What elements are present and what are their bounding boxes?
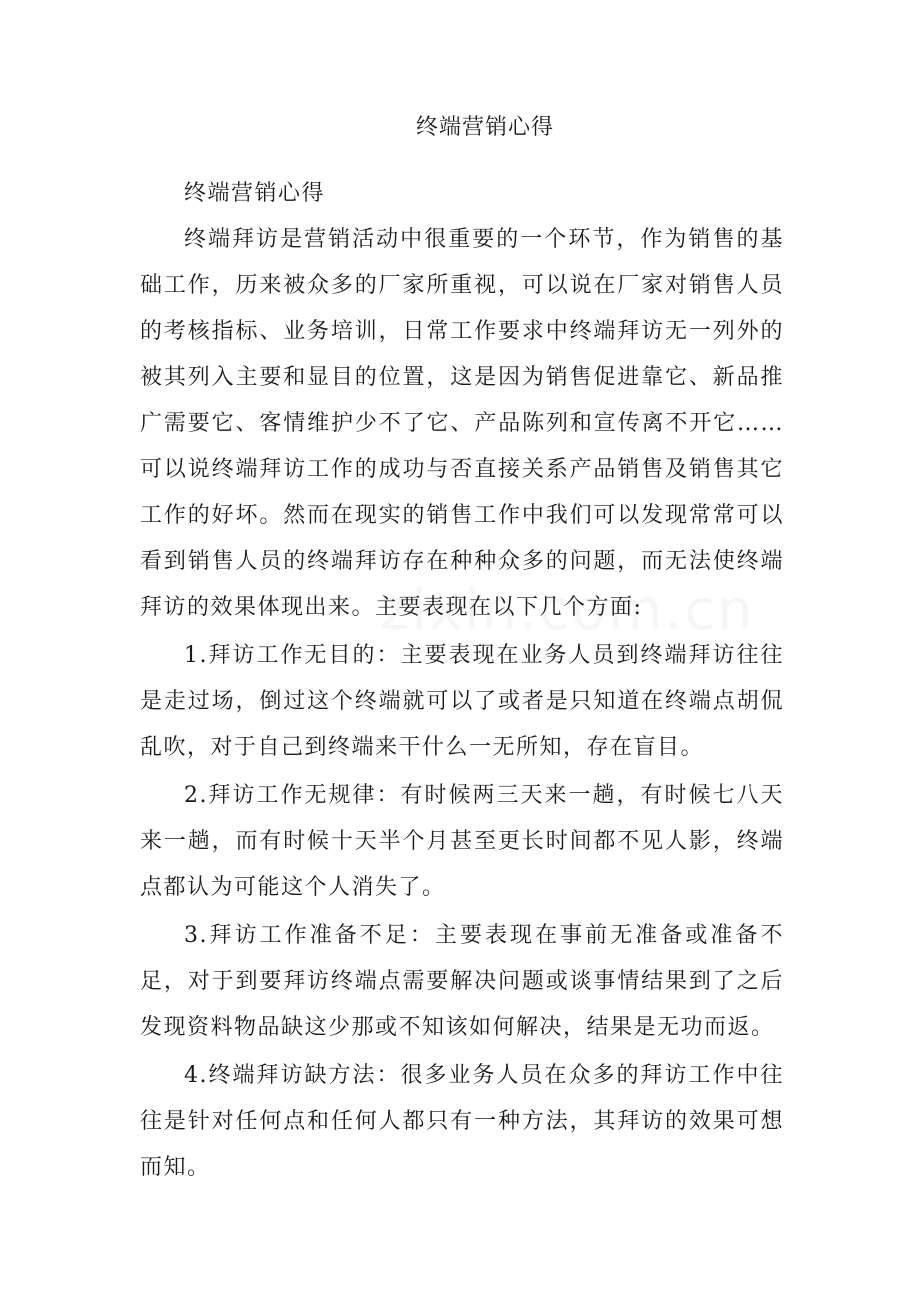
list-item: 4.终端拜访缺方法：很多业务人员在众多的拜访工作中往往是针对任何点和任何人都只有一种方法，其拜访的效果可想而知。 bbox=[140, 1063, 784, 1180]
list-item: 1.拜访工作无目的：主要表现在业务人员到终端拜访往往是走过场，倒过这个终端就可以了或者是只知道在终端点胡侃乱吹，对于自己到终端来干什么一无所知，存在盲目。 bbox=[140, 643, 784, 760]
subtitle-paragraph: 终端营销心得 bbox=[184, 181, 326, 206]
intro-paragraph: 终端拜访是营销活动中很重要的一个环节，作为销售的基础工作，历来被众多的厂家所重视，可以说在厂家对销售人员的考核指标、业务培训，日常工作要求中终端拜访无一列外的被其列入主要和显目的位置，这是因为销售促进靠它、新品推广需要它、客情维护少不了它、产品陈列和宣传离不开它……可以说终端拜访工作的成功与否直接关系产品销售及销售其它工作的好坏。然而在现实的销售工作中我们可以发现常常可以看到销售人员的终端拜访存在种种众多的问题，而无法使终端拜访的效果体现出来。主要表现在以下几个方面: bbox=[140, 227, 784, 620]
document-body bbox=[140, 171, 784, 1191]
list-item: 2.拜访工作无规律：有时候两三天来一趟，有时候七八天来一趟，而有时候十天半个月甚至更长时间都不见人影，终端点都认为可能这个人消失了。 bbox=[140, 783, 784, 900]
document-title: 终端营销心得 bbox=[415, 115, 554, 140]
list-item: 3.拜访工作准备不足：主要表现在事前无准备或准备不足，对于到要拜访终端点需要解决问题或谈事情结果到了之后发现资料物品缺这少那或不知该如何解决，结果是无功而返。 bbox=[140, 923, 784, 1040]
